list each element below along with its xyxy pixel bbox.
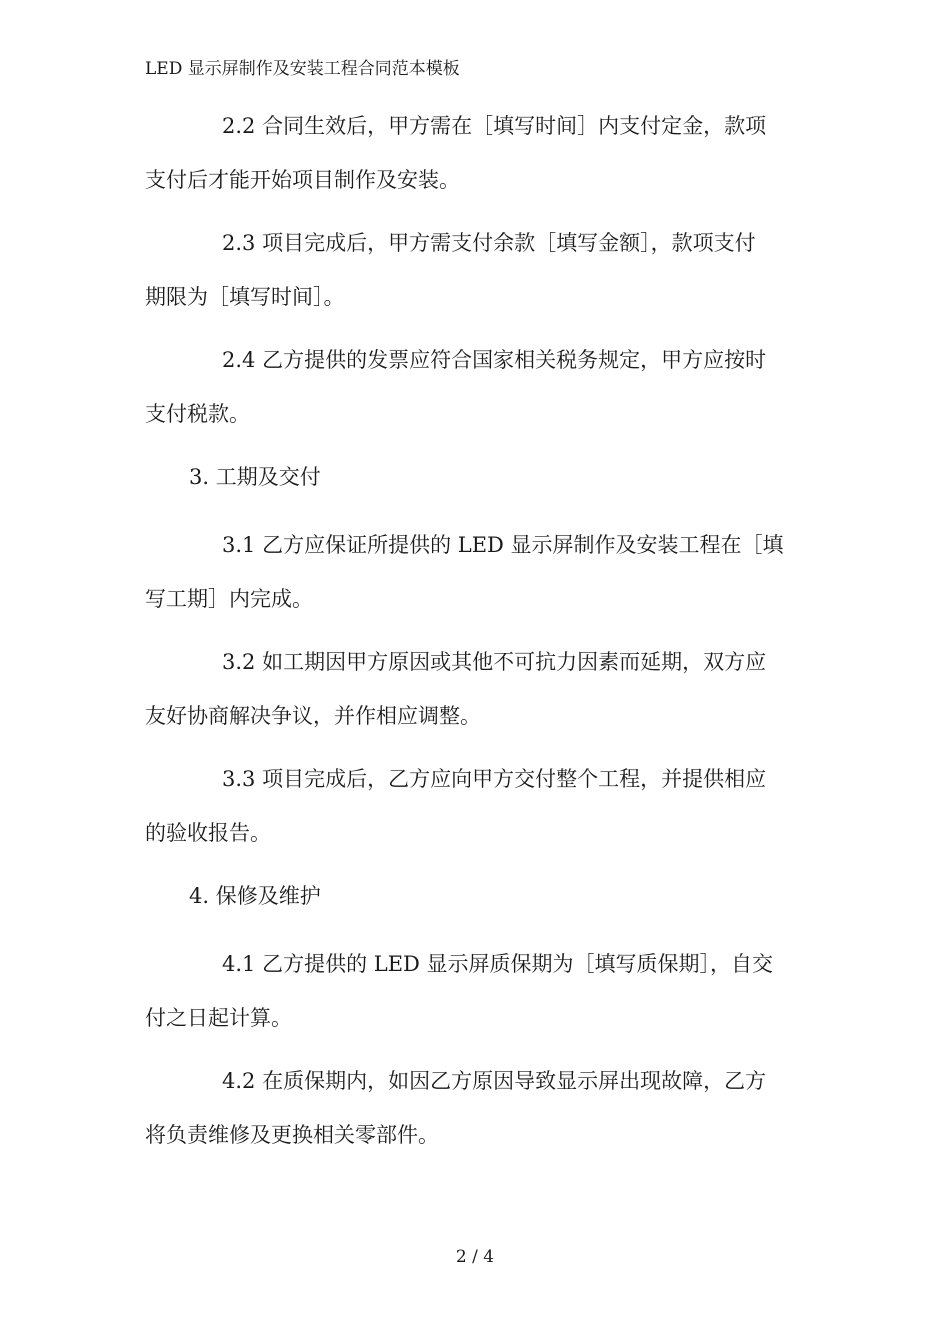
clause-3-1 (145, 518, 810, 626)
clause-4-1-line-2: 付之日起计算。 (145, 1006, 292, 1030)
running-header: LED 显示屏制作及安装工程合同范本模板 (145, 59, 460, 79)
section-3-heading: 3. 工期及交付 (189, 465, 321, 489)
clause-3-1-line-2: 写工期］内完成。 (145, 587, 313, 611)
clause-2-3 (145, 216, 810, 324)
clause-3-2-line-2: 友好协商解决争议，并作相应调整。 (145, 704, 481, 728)
clause-4-1 (145, 937, 810, 1045)
clause-2-4-line-2: 支付税款。 (145, 402, 250, 426)
clause-2-2-line-2: 支付后才能开始项目制作及安装。 (145, 168, 460, 192)
clause-2-2-line-1: 2.2 合同生效后，甲方需在［填写时间］内支付定金，款项 (222, 114, 767, 138)
clause-2-4 (145, 333, 810, 441)
clause-2-3-line-2: 期限为［填写时间］。 (145, 285, 345, 309)
clause-4-2-line-1: 4.2 在质保期内，如因乙方原因导致显示屏出现故障，乙方 (222, 1069, 767, 1093)
clause-4-1-line-1: 4.1 乙方提供的 LED 显示屏质保期为［填写质保期］，自交 (222, 952, 774, 976)
clause-3-1-line-1: 3.1 乙方应保证所提供的 LED 显示屏制作及安装工程在［填 (222, 533, 784, 557)
page-number: 2 / 4 (455, 1247, 495, 1267)
clause-3-3-line-2: 的验收报告。 (145, 821, 271, 845)
clause-2-2 (145, 99, 810, 207)
clause-4-2-line-2: 将负责维修及更换相关零部件。 (145, 1123, 439, 1147)
clause-2-4-line-1: 2.4 乙方提供的发票应符合国家相关税务规定，甲方应按时 (222, 348, 767, 372)
section-4-heading: 4. 保修及维护 (189, 884, 321, 908)
clause-3-2 (145, 635, 810, 743)
clause-4-2 (145, 1054, 810, 1162)
clause-3-3-line-1: 3.3 项目完成后，乙方应向甲方交付整个工程，并提供相应 (222, 767, 767, 791)
clause-2-3-line-1: 2.3 项目完成后，甲方需支付余款［填写金额］，款项支付 (222, 231, 756, 255)
clause-3-2-line-1: 3.2 如工期因甲方原因或其他不可抗力因素而延期，双方应 (222, 650, 767, 674)
clause-3-3 (145, 752, 810, 860)
